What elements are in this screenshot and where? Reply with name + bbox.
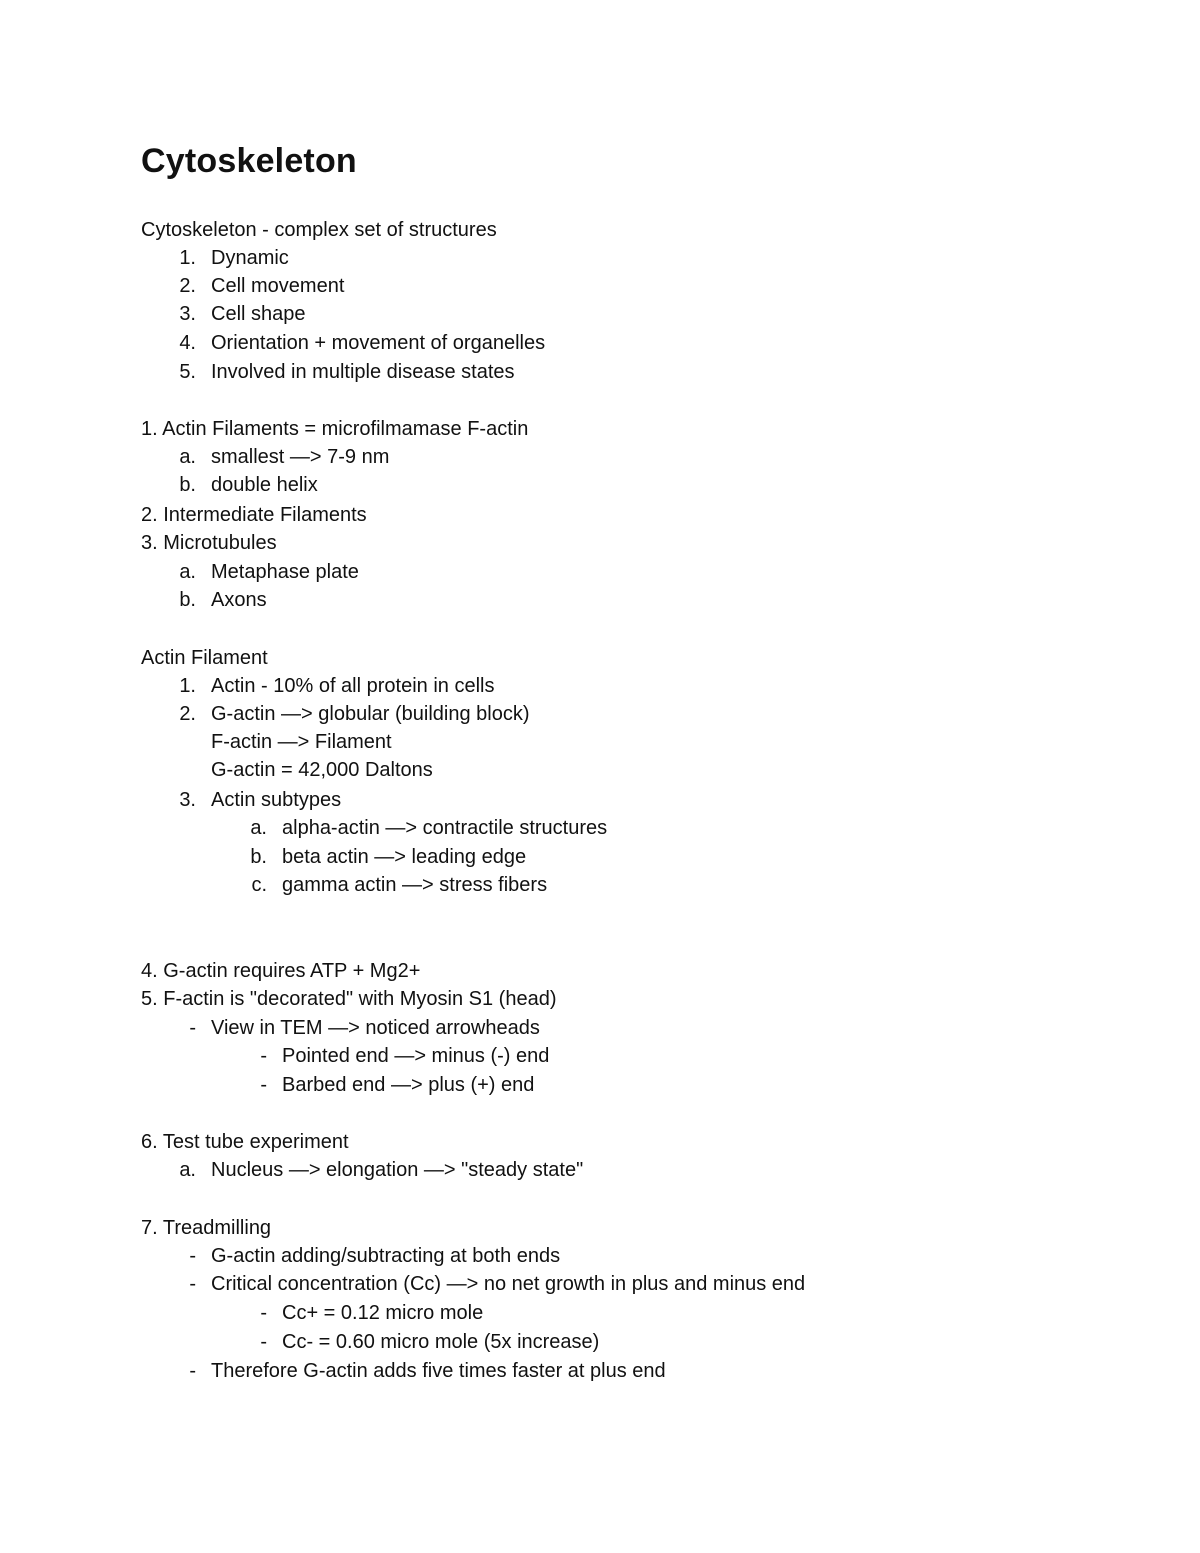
list-item: G-actin adding/subtracting at both ends [211,1245,561,1267]
list-marker: c. [251,874,267,896]
list-item: Metaphase plate [211,561,359,583]
list-item: double helix [211,474,318,496]
list-item: Pointed end —> minus (-) end [282,1045,550,1067]
list-marker: - [189,1360,196,1382]
list-item: Nucleus —> elongation —> "steady state" [211,1159,584,1181]
list-item: Cell shape [211,303,306,325]
list-item: G-actin —> globular (building block) [211,703,530,725]
list-item: Cell movement [211,275,345,297]
list-marker: a. [179,1159,196,1181]
section-heading: Actin Filament [141,647,268,669]
list-item: Cc+ = 0.12 micro mole [282,1302,484,1324]
list-item: Actin subtypes [211,789,342,811]
list-marker: 3. [179,303,196,325]
list-marker: - [260,1331,267,1353]
list-marker: a. [250,817,267,839]
list-item: smallest —> 7-9 nm [211,446,390,468]
section-heading: 3. Microtubules [141,532,277,554]
list-item: Orientation + movement of organelles [211,332,546,354]
list-marker: - [189,1245,196,1267]
list-item: Therefore G-actin adds five times faster at plus end [211,1360,666,1382]
list-marker: - [260,1045,267,1067]
section-heading: 5. F-actin is "decorated" with Myosin S1 (head) [141,988,557,1010]
section-heading: 2. Intermediate Filaments [141,504,367,526]
list-item: Critical concentration (Cc) —> no net growth in plus and minus end [211,1273,806,1295]
section-heading: 7. Treadmilling [141,1217,272,1239]
list-item-continuation: F-actin —> Filament [211,731,392,753]
list-marker: 4. [179,332,196,354]
list-marker: 1. [179,675,196,697]
list-item: Involved in multiple disease states [211,361,515,383]
list-item: gamma actin —> stress fibers [282,874,548,896]
list-marker: b. [179,589,196,611]
page-title: Cytoskeleton [141,142,357,180]
list-marker: 2. [179,275,196,297]
section-heading: 4. G-actin requires ATP + Mg2+ [141,960,421,982]
list-marker: - [189,1017,196,1039]
list-marker: 3. [179,789,196,811]
list-item: Cc- = 0.60 micro mole (5x increase) [282,1331,600,1353]
list-marker: 2. [179,703,196,725]
list-item: beta actin —> leading edge [282,846,527,868]
list-marker: b. [250,846,267,868]
list-marker: - [260,1074,267,1096]
list-marker: a. [179,561,196,583]
list-marker: b. [179,474,196,496]
list-item: alpha-actin —> contractile structures [282,817,608,839]
list-marker: - [189,1273,196,1295]
list-item: Dynamic [211,247,289,269]
list-marker: 5. [179,361,196,383]
list-item-continuation: G-actin = 42,000 Daltons [211,759,433,781]
list-item: Actin - 10% of all protein in cells [211,675,495,697]
list-item: View in TEM —> noticed arrowheads [211,1017,540,1039]
section-heading: 1. Actin Filaments = microfilmamase F-actin [141,418,529,440]
list-item: Axons [211,589,267,611]
list-marker: 1. [179,247,196,269]
section-heading: 6. Test tube experiment [141,1131,349,1153]
list-marker: a. [179,446,196,468]
intro-line: Cytoskeleton - complex set of structures [141,219,497,241]
list-marker: - [260,1302,267,1324]
list-item: Barbed end —> plus (+) end [282,1074,535,1096]
